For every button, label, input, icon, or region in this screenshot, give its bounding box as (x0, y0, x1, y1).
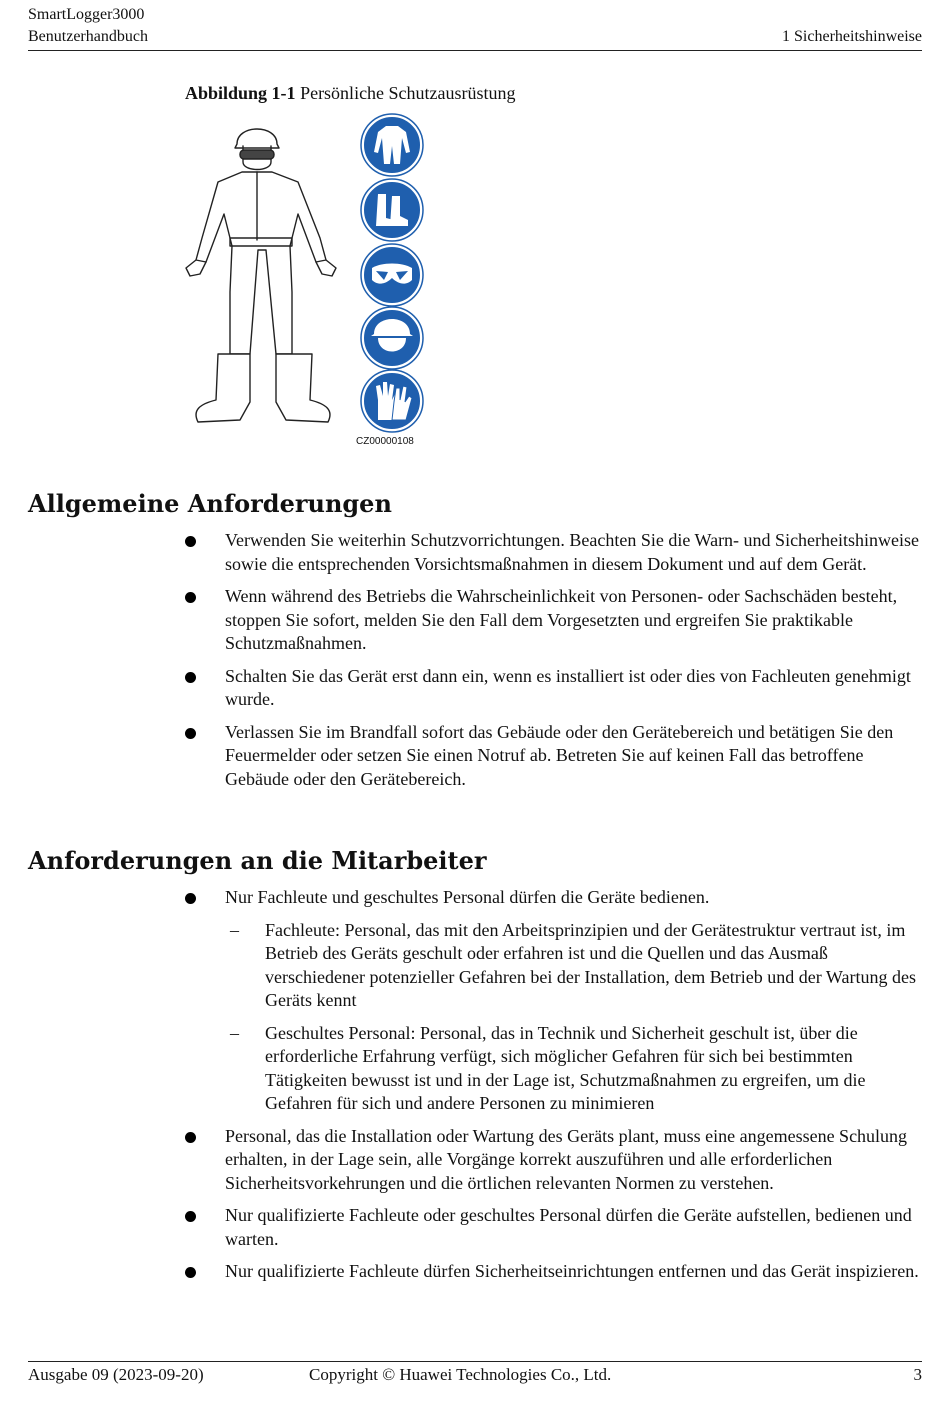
header-left (28, 4, 148, 48)
document-type: Benutzerhandbuch (28, 28, 148, 45)
copyright-notice: Copyright © Huawei Technologies Co., Ltd. (309, 1365, 612, 1384)
list-item: Verwenden Sie weiterhin Schutzvorrichtungen. Beachten Sie die Warn- und Sicherheitshinweise sowie die entsprechenden Vorsichtsmaßnahmen in diesem Dokument und auf dem Gerät. (185, 529, 922, 576)
edition-info: Ausgabe 09 (2023-09-20) (28, 1365, 204, 1384)
page-number: 3 (913, 1365, 922, 1384)
general-requirements-list (185, 529, 922, 800)
list-item: Wenn während des Betriebs die Wahrscheinlichkeit von Personen- oder Sachschäden besteht, stoppen Sie sofort, melden Sie den Fall dem Vorgesetzten und ergreifen Sie praktikable Schutzmaßnahmen. (185, 585, 922, 656)
bullet-icon (185, 1211, 196, 1222)
safety-gloves-icon (361, 370, 423, 432)
ppe-figure (180, 110, 440, 455)
bullet-icon (185, 893, 196, 904)
list-item: Nur Fachleute und geschultes Personal dürfen die Geräte bedienen. (185, 886, 922, 910)
section-heading-general: Allgemeine Anforderungen (28, 489, 392, 518)
bullet-icon (185, 1132, 196, 1143)
figure-image-id: CZ00000108 (356, 436, 414, 447)
worker-illustration (186, 129, 336, 422)
safety-boots-icon (361, 179, 423, 241)
protective-suit-icon (361, 114, 423, 176)
sub-list-item: – Fachleute: Personal, das mit den Arbeitsprinzipien und der Gerätestruktur vertraut ist, im Betrieb des Geräts geschult oder erfahren ist und die Quellen und das Ausmaß verschiedener potenzieller Gefahren bei der Installation, dem Betrieb und der Wartung des Geräts kennt (230, 919, 916, 1010)
section-heading-staff: Anforderungen an die Mitarbeiter (28, 846, 487, 875)
safety-helmet-icon (361, 307, 423, 369)
figure-caption (185, 82, 516, 104)
figure-title: Persönliche Schutzausrüstung (300, 83, 516, 103)
list-item: Personal, das die Installation oder Wartung des Geräts plant, muss eine angemessene Schulung erhalten, in der Lage sein, alle Vorgänge korrekt auszuführen und alle erforderlichen Sicherheitsvorkehrungen und die örtlichen relevanten Normen zu verstehen. (185, 1125, 922, 1196)
page-footer (28, 1361, 922, 1388)
product-name: SmartLogger3000 (28, 6, 145, 23)
list-item: Verlassen Sie im Brandfall sofort das Gebäude oder den Gerätebereich und betätigen Sie den Feuermelder oder setzen Sie einen Notruf ab. Betreten Sie auf keinen Fall das betroffene Gebäude oder den Gerätebereich. (185, 721, 922, 792)
dash-marker: – (230, 1022, 239, 1043)
safety-goggles-icon (361, 244, 423, 306)
chapter-title: 1 Sicherheitshinweise (782, 28, 922, 45)
sub-list-item: – Geschultes Personal: Personal, das in Technik und Sicherheit geschult ist, über die erforderliche Erfahrung verfügt, sich möglicher Gefahren für sich bei bestimmten Tätigkeiten bewusst ist und in der Lage ist, Schutzmaßnahmen zu ergreifen, um die Gefahren für sich und andere Personen zu minimieren (230, 1022, 866, 1113)
list-item: Nur qualifizierte Fachleute dürfen Sicherheitseinrichtungen entfernen und das Gerät inspizieren. (185, 1260, 922, 1284)
bullet-icon (185, 672, 196, 683)
bullet-icon (185, 536, 196, 547)
bullet-icon (185, 592, 196, 603)
figure-label: Abbildung 1-1 (185, 83, 296, 103)
dash-marker: – (230, 919, 239, 940)
list-item: Schalten Sie das Gerät erst dann ein, wenn es installiert ist oder dies von Fachleuten genehmigt wurde. (185, 665, 922, 712)
staff-requirements-list (185, 886, 922, 1293)
page-header (28, 4, 922, 51)
ppe-icon-column (361, 114, 423, 432)
list-item: Nur qualifizierte Fachleute oder geschultes Personal dürfen die Geräte aufstellen, bedienen und warten. (185, 1204, 922, 1251)
bullet-icon (185, 1267, 196, 1278)
bullet-icon (185, 728, 196, 739)
